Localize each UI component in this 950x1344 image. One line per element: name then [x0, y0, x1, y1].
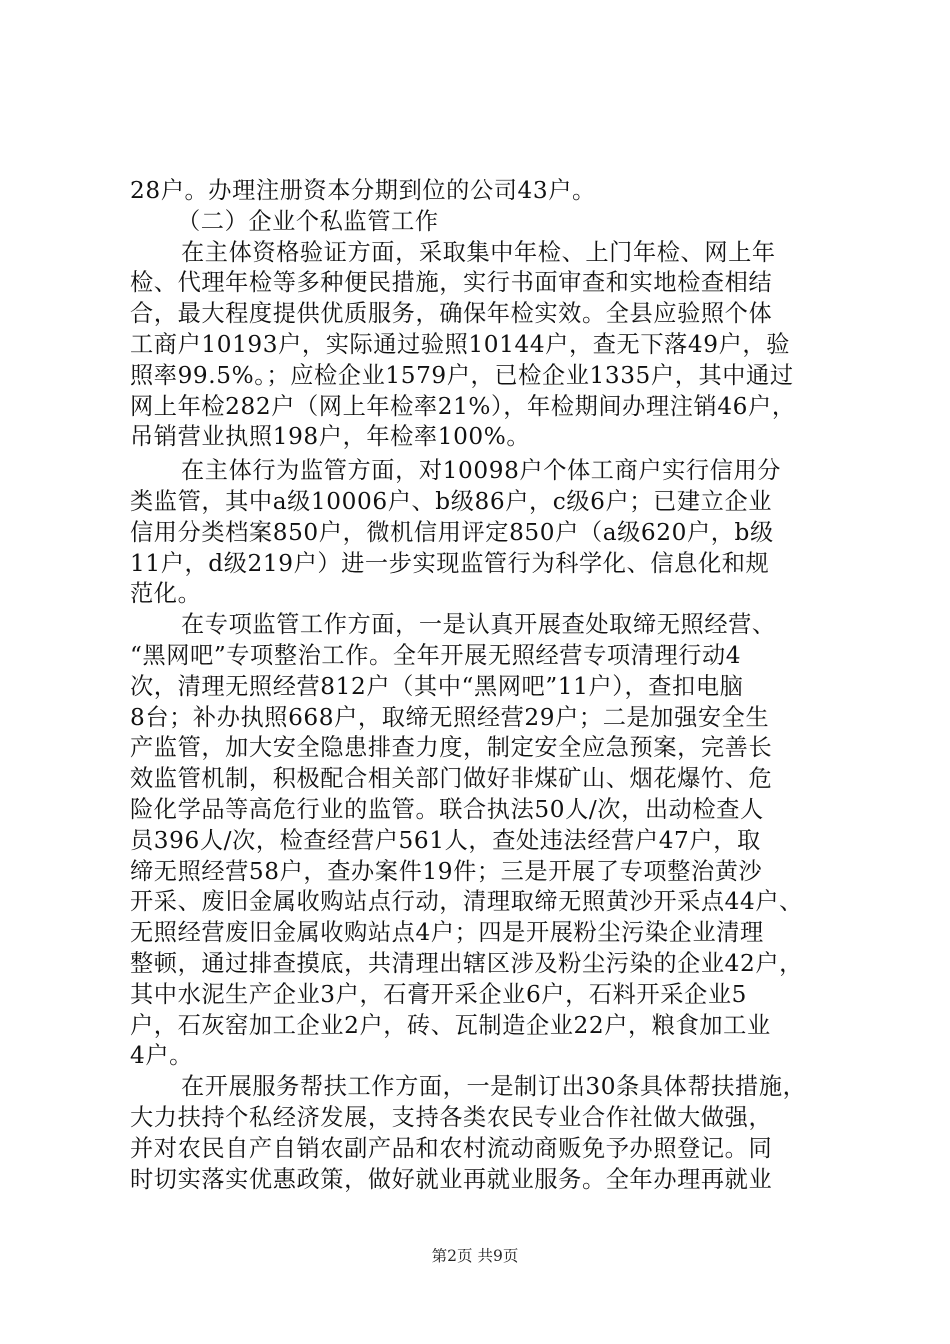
text-line: 次，清理无照经营812户（其中“黑网吧”11户），查扣电脑 [130, 672, 744, 700]
text-line: 并对农民自产自销农副产品和农村流动商贩免予办照登记。同 [130, 1134, 773, 1162]
text-line: 产监管，加大安全隐患排查力度，制定安全应急预案，完善长 [130, 734, 773, 762]
text-line: 信用分类档案850户，微机信用评定850户（a级620户，b级 [130, 518, 774, 546]
text-line: 11户，d级219户）进一步实现监管行为科学化、信息化和规 [130, 549, 770, 577]
text-line: 在开展服务帮扶工作方面，一是制订出30条具体帮扶措施， [181, 1073, 807, 1101]
text-line: 效监管机制，积极配合相关部门做好非煤矿山、烟花爆竹、危 [130, 765, 773, 793]
text-line: 整顿，通过排查摸底，共清理出辖区涉及粉尘污染的企业42户， [130, 949, 803, 977]
text-line: 其中水泥生产企业3户，石膏开采企业6户，石料开采企业5 [130, 980, 747, 1008]
text-line: 缔无照经营58户，查办案件19件；三是开展了专项整治黄沙 [130, 857, 763, 885]
text-line: 检、代理年检等多种便民措施，实行书面审查和实地检查相结 [130, 269, 773, 297]
text-line: 28户。办理注册资本分期到位的公司43户。 [130, 177, 596, 204]
text-line: 照率99.5%。；应检企业1579户，已检企业1335户，其中通过 [130, 361, 794, 389]
text-line: 员396人/次，检查经营户561人，查处违法经营户47户，取 [130, 826, 761, 854]
text-line: 在主体行为监管方面，对10098户个体工商户实行信用分 [181, 457, 782, 485]
document-body [130, 176, 835, 1195]
text-line: “黑网吧”专项整治工作。全年开展无照经营专项清理行动4 [130, 641, 742, 669]
section-heading: （二）企业个私监管工作 [177, 207, 439, 235]
text-line: 范化。 [130, 580, 202, 608]
text-line: 网上年检282户（网上年检率21%），年检期间办理注销46户， [130, 392, 796, 420]
text-line: 险化学品等高危行业的监管。联合执法50人/次，出动检查人 [130, 795, 764, 823]
text-line: 4户。 [130, 1042, 193, 1070]
text-line: 工商户10193户，实际通过验照10144户，查无下落49户，验 [130, 330, 790, 358]
text-line: 开采、废旧金属收购站点行动，清理取缔无照黄沙开采点44户、 [130, 888, 803, 916]
text-line: 合，最大程度提供优质服务，确保年检实效。全县应验照个体 [130, 300, 773, 328]
text-line: 在主体资格验证方面，采取集中年检、上门年检、网上年 [181, 238, 776, 266]
text-line: 类监管，其中a级10006户、b级86户，c级6户；已建立企业 [130, 487, 773, 515]
text-line: 8台；补办执照668户，取缔无照经营29户；二是加强安全生 [130, 703, 770, 731]
text-line: 在专项监管工作方面，一是认真开展查处取缔无照经营、 [181, 611, 776, 639]
text-line: 大力扶持个私经济发展，支持各类农民专业合作社做大做强， [130, 1103, 773, 1131]
text-line: 无照经营废旧金属收购站点4户；四是开展粉尘污染企业清理 [130, 919, 764, 947]
text-line: 时切实落实优惠政策，做好就业再就业服务。全年办理再就业 [130, 1165, 773, 1193]
text-line: 户，石灰窑加工企业2户，砖、瓦制造企业22户，粮食加工业 [130, 1011, 771, 1039]
page-number-footer: 第2页 共9页 [431, 1247, 519, 1265]
text-line: 吊销营业执照198户，年检率100%。 [130, 423, 531, 451]
